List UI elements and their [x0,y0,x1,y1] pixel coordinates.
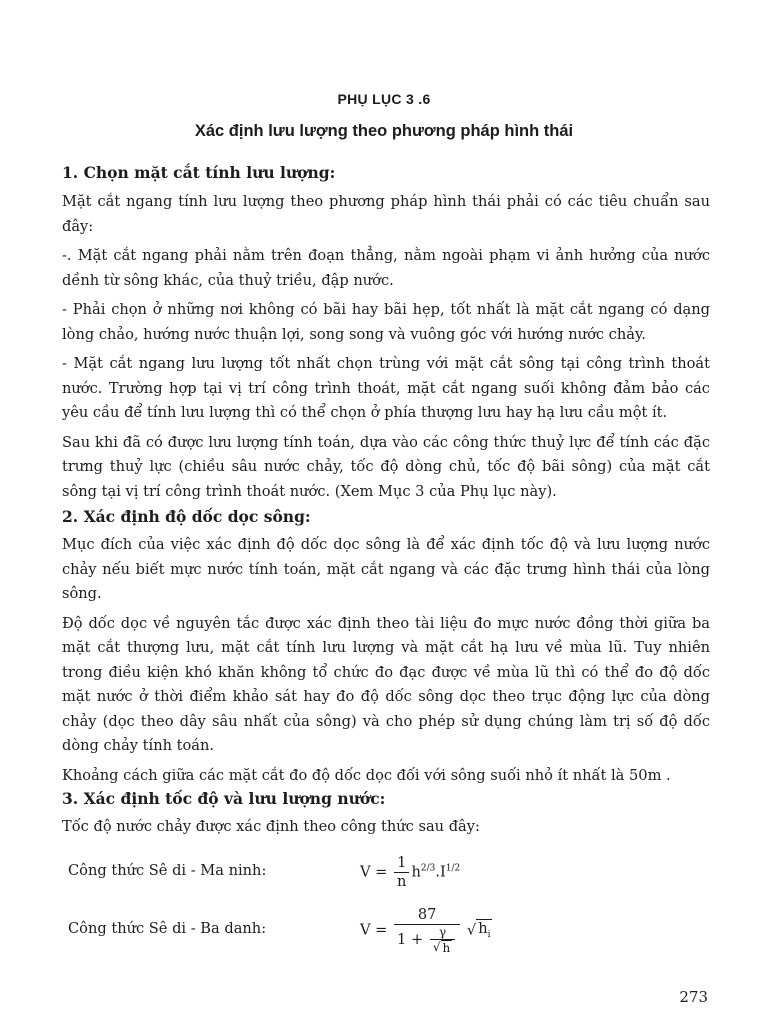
paragraph: Mặt cắt ngang tính lưu lượng theo phương pháp hình thái phải có các tiêu chuẩn sau đây: [62,193,710,235]
denominator-one: 1 + [397,930,424,948]
sqrt-h: √ h [432,940,451,955]
fraction-numerator: 1 [394,854,409,873]
section-2-body [62,533,710,793]
section-1-heading: 1. Chọn mặt cắt tính lưu lượng: [62,163,336,182]
fraction-denominator: n [397,873,407,890]
fraction-numerator: 87 [394,906,460,925]
appendix-label: PHỤ LỤC 3 .6 [337,91,431,107]
paragraph: Tốc độ nước chảy được xác định theo công thức sau đây: [62,818,480,835]
sqrt-symbol: √ [466,921,477,939]
formula-dot: . [435,863,440,881]
formula-i: I [439,863,446,881]
paragraph: - Mặt cắt ngang lưu lượng tốt nhất chọn trùng với mặt cắt sông tại công trình thoát nước. Trường hợp tại vị trí công trình thoát, mặt cắt ngang suối không đảm bảo các yêu cầu để tính lưu lượng thì có thể chọn ở phía thượng lưu hay hạ lưu cầu một ít. [62,355,710,421]
section-2-heading: 2. Xác định độ dốc dọc sông: [62,507,311,526]
formula-manning-row [68,854,668,894]
sqrt-hi-subscript: i [487,930,491,941]
formula-bazin-label: Công thức Sê di - Ba danh: [68,920,267,937]
sqrt-hi-base: h [478,920,488,938]
page-number: 273 [679,988,708,1006]
formula-bazin-row [68,906,668,976]
formula-h-exponent: 2/3 [420,863,436,874]
sqrt-hi [476,919,492,941]
nested-fraction [430,925,455,955]
gamma-symbol: γ [430,925,455,940]
formula-manning [360,854,460,891]
fraction-denominator [394,925,460,955]
sqrt-h-radicand: h [442,940,451,955]
document-title: Xác định lưu lượng theo phương pháp hình thái [194,122,574,140]
paragraph: Mục đích của việc xác định độ dốc dọc sông là để xác định tốc độ và lưu lượng nước chảy nếu biết mực nước tính toán, mặt cắt ngang và các đặc trưng hình thái của lòng sông. [62,536,710,602]
section-3-body [62,815,710,845]
formula-h: h [411,863,421,881]
formula-i-exponent: 1/2 [445,863,461,874]
formula-manning-label: Công thức Sê di - Ma ninh: [68,862,267,879]
section-1-body [62,190,710,509]
formula-fraction [394,906,460,955]
paragraph: Sau khi đã có được lưu lượng tính toán, dựa vào các công thức thuỷ lực để tính các đặc trưng thuỷ lực (chiều sâu nước chảy, tốc độ dòng chủ, tốc độ bãi sông) của mặt cắt sông tại vị trí công trình thoát nước. (Xem Mục 3 của Phụ lục này). [62,433,710,500]
paragraph: -. Mặt cắt ngang phải nằm trên đoạn thẳng, nằm ngoài phạm vi ảnh hưởng của nước dềnh từ sông khác, của thuỷ triều, đập nước. [62,247,710,289]
formula-lhs: V = [360,921,388,939]
formula-bazin [360,906,492,955]
formula-fraction [394,854,409,891]
formula-lhs: V = [360,863,388,881]
section-3-heading: 3. Xác định tốc độ và lưu lượng nước: [62,789,386,808]
paragraph: - Phải chọn ở những nơi không có bãi hay bãi hẹp, tốt nhất là mặt cắt ngang có dạng lòng chảo, hướng nước thuận lợi, song song và vuông góc với hướng nước chảy. [62,301,710,343]
paragraph: Khoảng cách giữa các mặt cắt đo độ dốc dọc đối với sông suối nhỏ ít nhất là 50m . [62,766,671,784]
paragraph: Độ dốc dọc về nguyên tắc được xác định theo tài liệu đo mực nước đồng thời giữa ba mặt cắt thượng lưu, mặt cắt tính lưu lượng và mặt cắt hạ lưu về mùa lũ. Tuy nhiên trong điều kiện khó khăn không tổ chức đo đạc được về mùa lũ thì có thể đo độ dốc mặt nước ở thời điểm khảo sát hay đo độ dốc sông dọc theo trục động lực của dòng chảy (dọc theo dây sâu nhất của sông) và cho phép sử dụng chúng làm trị số độ dốc dòng chảy tính toán. [62,614,710,754]
